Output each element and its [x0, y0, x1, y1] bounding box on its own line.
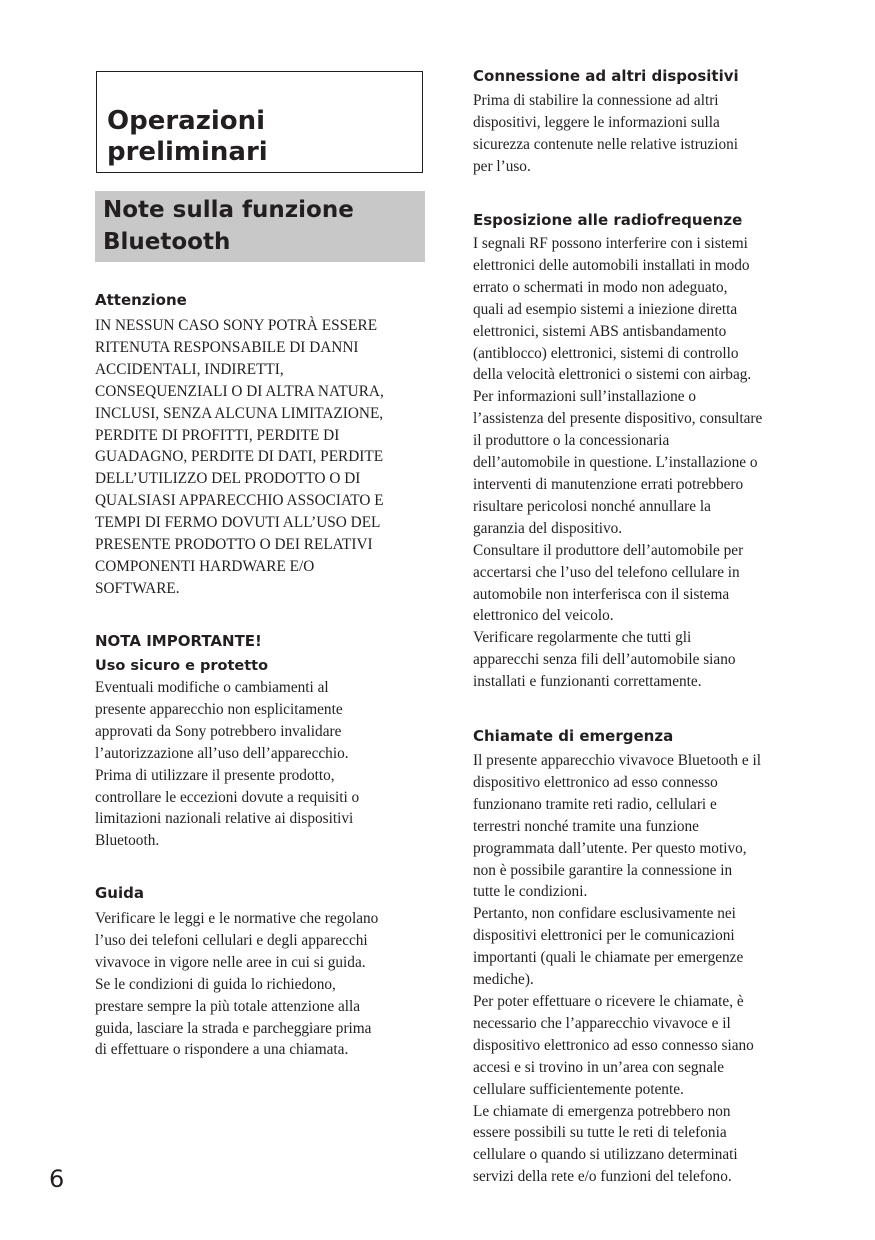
text-line: CONSEQUENZIALI O DI ALTRA NATURA, — [95, 382, 384, 400]
text-line: tutte le condizioni. — [473, 883, 588, 901]
text-line: SOFTWARE. — [95, 579, 180, 597]
text-line: dispositivi, leggere le informazioni sulla — [473, 113, 720, 131]
text-line: IN NESSUN CASO SONY POTRÀ ESSERE — [95, 317, 378, 334]
text-line: l’assistenza del presente dispositivo, consultare — [473, 410, 763, 428]
text-line: programmata dall’utente. Per questo motivo, — [473, 839, 747, 857]
page-number: 6 — [49, 1165, 65, 1193]
text-line: Prima di stabilire la connessione ad altri — [473, 92, 719, 109]
section-title: Note sulla funzione Bluetooth — [103, 197, 354, 255]
text-line: risultare pericolosi nonché annullare la — [473, 497, 711, 515]
text-line: funzionano tramite reti radio, cellulari e — [473, 795, 717, 813]
text-line: Verificare regolarmente che tutti gli — [473, 629, 692, 647]
text-line: automobile non interferisca con il sistema — [473, 585, 730, 603]
emergenza-section — [473, 726, 808, 1188]
text-line: il produttore o la concessionaria — [473, 432, 670, 450]
text-line: controllare le eccezioni dovute a requisiti o — [95, 788, 360, 806]
text-line: cellulare o quando si utilizzano determinati — [473, 1146, 738, 1164]
text-line: Pertanto, non confidare esclusivamente nei — [473, 905, 736, 923]
text-line: interventi di manutenzione errati potrebbero — [473, 475, 744, 493]
text-line: sicurezza contenute nelle relative istruzioni — [473, 135, 739, 153]
text-line: vivavoce in vigore nelle aree in cui si guida. — [95, 953, 366, 971]
text-line: dispositivi elettronici per le comunicazioni — [473, 927, 735, 945]
guida-text — [95, 908, 425, 1061]
text-line: cellulare sufficientemente potente. — [473, 1080, 684, 1098]
text-line: quali ad esempio sistemi a iniezione diretta — [473, 300, 738, 318]
nota-section — [95, 631, 425, 852]
attenzione-section — [95, 290, 425, 600]
text-line: importanti (quali le chiamate per emergenze — [473, 949, 744, 967]
text-line: Per poter effettuare o ricevere le chiamate, è — [473, 992, 744, 1010]
text-line: PRESENTE PRODOTTO O DEI RELATIVI — [95, 536, 373, 554]
text-line: accertarsi che l’uso del telefono cellulare in — [473, 563, 740, 581]
text-line: Eventuali modifiche o cambiamenti al — [95, 679, 329, 696]
esposizione-heading: Esposizione alle radiofrequenze — [473, 211, 743, 229]
text-line: QUALSIASI APPARECCHIO ASSOCIATO E — [95, 492, 384, 510]
attenzione-heading: Attenzione — [95, 291, 187, 309]
text-line: elettronici delle automobili installati in modo — [473, 256, 750, 274]
text-line: DELL’UTILIZZO DEL PRODOTTO O DI — [95, 470, 361, 488]
text-line: TEMPI DI FERMO DOVUTI ALL’USO DEL — [95, 514, 381, 532]
text-line: per l’uso. — [473, 157, 531, 175]
text-line: I segnali RF possono interferire con i sistemi — [473, 235, 748, 252]
text-line: guida, lasciare la strada e parcheggiare prima — [95, 1019, 372, 1037]
guida-heading: Guida — [95, 884, 144, 902]
text-line: limitazioni nazionali relative ai dispositivi — [95, 810, 354, 828]
text-line: Per informazioni sull’installazione o — [473, 388, 697, 406]
chapter-title: Operazioni preliminari — [107, 106, 268, 167]
text-line: ACCIDENTALI, INDIRETTI, — [95, 360, 284, 378]
text-line: l’autorizzazione all’uso dell’apparecchio. — [95, 744, 349, 762]
attenzione-text — [95, 315, 425, 600]
text-line: l’uso dei telefoni cellulari e degli apparecchi — [95, 931, 368, 949]
text-line: approvati da Sony potrebbero invalidare — [95, 722, 342, 740]
text-line: Prima di utilizzare il presente prodotto, — [95, 766, 335, 784]
text-line: PERDITE DI PROFITTI, PERDITE DI — [95, 426, 340, 444]
text-line: essere possibili su tutte le reti di telefonia — [473, 1124, 727, 1142]
text-line: servizi della rete e/o funzioni del telefono. — [473, 1168, 732, 1186]
text-line: elettronico del veicolo. — [473, 607, 614, 625]
text-line: terrestri nonché tramite una funzione — [473, 817, 699, 835]
text-line: mediche). — [473, 971, 534, 989]
nota-text — [95, 677, 425, 852]
text-line: necessario che l’apparecchio vivavoce e il — [473, 1014, 731, 1032]
text-line: prestare sempre la più totale attenzione alla — [95, 997, 361, 1015]
connessione-text — [473, 90, 808, 178]
text-line: Verificare le leggi e le normative che regolano — [95, 910, 379, 927]
text-line: accesi e si trovino in un’area con segnale — [473, 1058, 725, 1076]
text-line: Il presente apparecchio vivavoce Bluetooth e il — [473, 752, 761, 769]
text-line: della velocità elettronici o sistemi con airbag. — [473, 366, 752, 384]
guida-section — [95, 883, 425, 1061]
text-line: GUADAGNO, PERDITE DI DATI, PERDITE — [95, 448, 384, 466]
text-line: Bluetooth. — [95, 832, 160, 850]
text-line: Se le condizioni di guida lo richiedono, — [95, 975, 336, 993]
text-line: INCLUSI, SENZA ALCUNA LIMITAZIONE, — [95, 404, 384, 422]
text-line: RITENUTA RESPONSABILE DI DANNI — [95, 338, 359, 356]
text-line: elettronici, sistemi ABS antisbandamento — [473, 322, 727, 340]
text-line: (antiblocco) elettronici, sistemi di controllo — [473, 344, 739, 362]
esposizione-text — [473, 233, 808, 693]
text-line: dell’automobile in questione. L’installazione o — [473, 454, 758, 472]
emergenza-heading: Chiamate di emergenza — [473, 727, 674, 745]
esposizione-section — [473, 210, 808, 693]
text-line: garanzia del dispositivo. — [473, 519, 623, 537]
nota-heading: NOTA IMPORTANTE! — [95, 632, 262, 650]
text-line: presente apparecchio non esplicitamente — [95, 700, 343, 718]
emergenza-text — [473, 750, 808, 1188]
text-line: Le chiamate di emergenza potrebbero non — [473, 1102, 731, 1120]
text-line: errato o schermati in modo non adeguato, — [473, 278, 728, 296]
text-line: non è possibile garantire la connessione in — [473, 861, 733, 879]
text-line: installati e funzionanti correttamente. — [473, 673, 702, 691]
connessione-heading: Connessione ad altri dispositivi — [473, 67, 739, 85]
text-line: di effettuare o rispondere a una chiamata. — [95, 1041, 349, 1059]
section-header-box — [95, 191, 425, 262]
text-line: dispositivo elettronico ad esso connesso siano — [473, 1036, 754, 1054]
connessione-section — [473, 66, 808, 178]
nota-subheading: Uso sicuro e protetto — [95, 658, 269, 674]
chapter-header-box — [96, 71, 423, 173]
text-line: dispositivo elettronico ad esso connesso — [473, 773, 718, 791]
text-line: COMPONENTI HARDWARE E/O — [95, 557, 315, 575]
text-line: apparecchi senza fili dell’automobile siano — [473, 651, 736, 669]
text-line: Consultare il produttore dell’automobile per — [473, 541, 744, 559]
